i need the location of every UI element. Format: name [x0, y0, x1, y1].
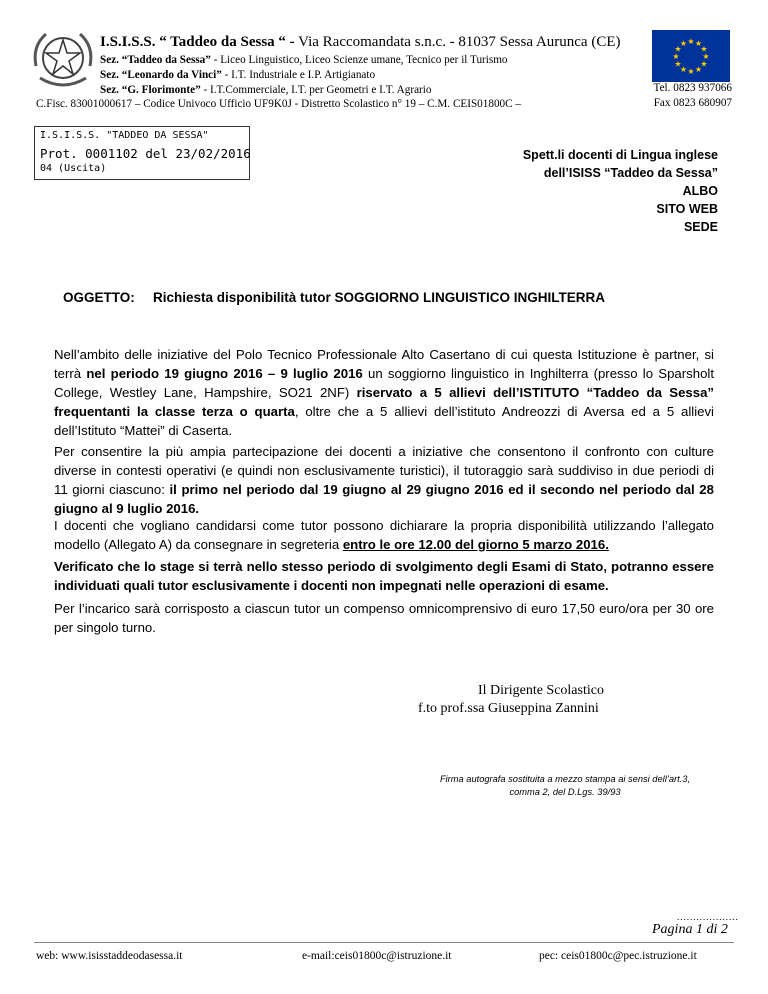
- paragraph-segment: Per l’incarico sarà corrisposto a ciascun tutor un compenso omnicomprensivo di euro 17,50 euro/ora per 30 ore per singolo turno.: [54, 601, 714, 635]
- recipient-line: SITO WEB: [656, 202, 718, 216]
- paragraph-segment: Verificato che lo stage si terrà nello stesso periodo di svolgimento degli Esami di Stato, potranno essere individuati quali tutor esclusivamente i docenti non impegnati nelle operazioni di esame.: [54, 559, 714, 593]
- signature-name: f.to prof.ssa Giuseppina Zannini: [418, 701, 599, 716]
- section-desc: - I.T. Industriale e I.P. Artigianato: [221, 69, 376, 81]
- paragraph-segment: Nell’ambito delle iniziative del Polo Tecnico Professionale Alto Casertano di cui questa Istituzione è partner, si terrà: [54, 347, 714, 381]
- eu-star-icon: ★: [674, 44, 682, 54]
- body-paragraph: [54, 345, 714, 440]
- subject-text: Richiesta disponibilità tutor SOGGIORNO LINGUISTICO INGHILTERRA: [153, 290, 606, 305]
- eu-flag-icon: [652, 30, 730, 82]
- section-desc: - Liceo Linguistico, Liceo Scienze umane, Tecnico per il Turismo: [210, 54, 508, 66]
- eu-star-icon: ★: [679, 39, 688, 48]
- paragraph-segment: entro le ore 12.00 del giorno 5 marzo 2016.: [342, 537, 609, 552]
- eu-star-icon: ★: [674, 59, 682, 69]
- section-name: Sez. “Taddeo da Sessa”: [100, 54, 211, 66]
- paragraph-segment: Per consentire la più ampia partecipazione dei docenti a iniziative che consentono il confronto con culture diverse in contesti operativi (e quindi non esclusivamente turistici), il tutoraggio sarà suddiviso in due periodi di 11 giorni ciascuno:: [54, 444, 714, 497]
- protocol-type: 04 (Uscita): [40, 163, 107, 174]
- recipient-line: SEDE: [683, 220, 718, 234]
- eu-star-icon: ★: [679, 65, 688, 74]
- page-number: Pagina 1 di 2: [652, 922, 728, 937]
- signature-note: [420, 773, 710, 799]
- recipient-line: dell’ISISS “Taddeo da Sessa”: [543, 166, 718, 180]
- footer-web: web: www.isisstaddeodasessa.it: [36, 950, 183, 962]
- section-name: Sez. “Leonardo da Vinci”: [100, 69, 222, 81]
- paragraph-segment: I docenti che vogliano candidarsi come tutor possono dichiarare la propria disponibilità utilizzando l’allegato modello (Allegato A) da consegnare in segreteria: [54, 518, 714, 552]
- body-paragraph: [54, 516, 714, 554]
- fax: Fax 0823 680907: [653, 97, 732, 109]
- recipient-line: Spett.li docenti di Lingua inglese: [522, 148, 718, 162]
- signature-note-line: Firma autografa sostituita a mezzo stampa ai sensi dell’art.3,: [439, 774, 691, 784]
- section-name: Sez. “G. Florimonte”: [100, 84, 201, 96]
- signature-title: Il Dirigente Scolastico: [478, 683, 604, 698]
- eu-star-icon: ★: [672, 52, 680, 61]
- school-codes: C.Fisc. 83001000617 – Codice Univoco Ufficio UF9K0J - Distretto Scolastico n° 19 – C.M. CEIS01800C –: [36, 98, 522, 110]
- footer-divider: [34, 942, 734, 943]
- school-address: Via Raccomandata s.n.c. - 81037 Sessa Aurunca (CE): [294, 34, 621, 50]
- page-dots: ...................: [677, 912, 739, 922]
- subject-label: OGGETTO:: [63, 290, 135, 305]
- eu-star-icon: ★: [694, 65, 703, 74]
- eu-star-icon: ★: [687, 67, 695, 76]
- protocol-number: Prot. 0001102 del 23/02/2016: [40, 146, 251, 161]
- signature-note-line: comma 2, del D.Lgs. 39/93: [509, 787, 621, 797]
- eu-star-icon: ★: [687, 37, 695, 46]
- eu-star-icon: ★: [700, 44, 708, 54]
- telephone: Tel. 0823 937066: [653, 82, 732, 94]
- paragraph-segment: , oltre che a 5 allievi dell’istituto Andreozzi di Aversa ed a 5 allievi dell’Istituto “Mattei” di Caserta.: [54, 404, 714, 438]
- footer-pec: pec: ceis01800c@pec.istruzione.it: [539, 950, 697, 962]
- eu-star-icon: ★: [702, 52, 710, 61]
- section-line: [100, 54, 508, 66]
- body-paragraph: [54, 442, 714, 518]
- eu-star-icon: ★: [694, 39, 703, 48]
- recipient-line: ALBO: [682, 184, 718, 198]
- footer-email: e-mail:ceis01800c@istruzione.it: [302, 950, 452, 962]
- italian-republic-emblem-icon: [28, 26, 98, 90]
- eu-star-icon: ★: [700, 59, 708, 69]
- section-desc: - I.T.Commerciale, I.T. per Geometri e I.T. Agrario: [200, 84, 432, 96]
- paragraph-segment: un soggiorno linguistico in Inghilterra (presso lo Sparsholt College, Westley Lane, Hampshire, SO21 2NF): [54, 366, 715, 400]
- paragraph-segment: nel periodo 19 giugno 2016 – 9 luglio 2016: [86, 366, 363, 381]
- school-title: [100, 34, 621, 51]
- paragraph-segment: il primo nel periodo dal 19 giugno al 29 giugno 2016 ed il secondo nel periodo dal 28 giugno al 9 luglio 2016.: [54, 482, 714, 516]
- protocol-issuer: I.S.I.S.S. "TADDEO DA SESSA": [40, 130, 209, 141]
- body-paragraph: [54, 599, 714, 637]
- section-line: [100, 69, 375, 81]
- section-line: [100, 84, 431, 96]
- paragraph-segment: riservato a 5 allievi dell’ISTITUTO “Taddeo da Sessa” frequentanti la classe terza o quarta: [54, 385, 714, 419]
- school-name: I.S.I.S.S. “ Taddeo da Sessa “ -: [100, 34, 295, 50]
- body-paragraph: [54, 557, 714, 595]
